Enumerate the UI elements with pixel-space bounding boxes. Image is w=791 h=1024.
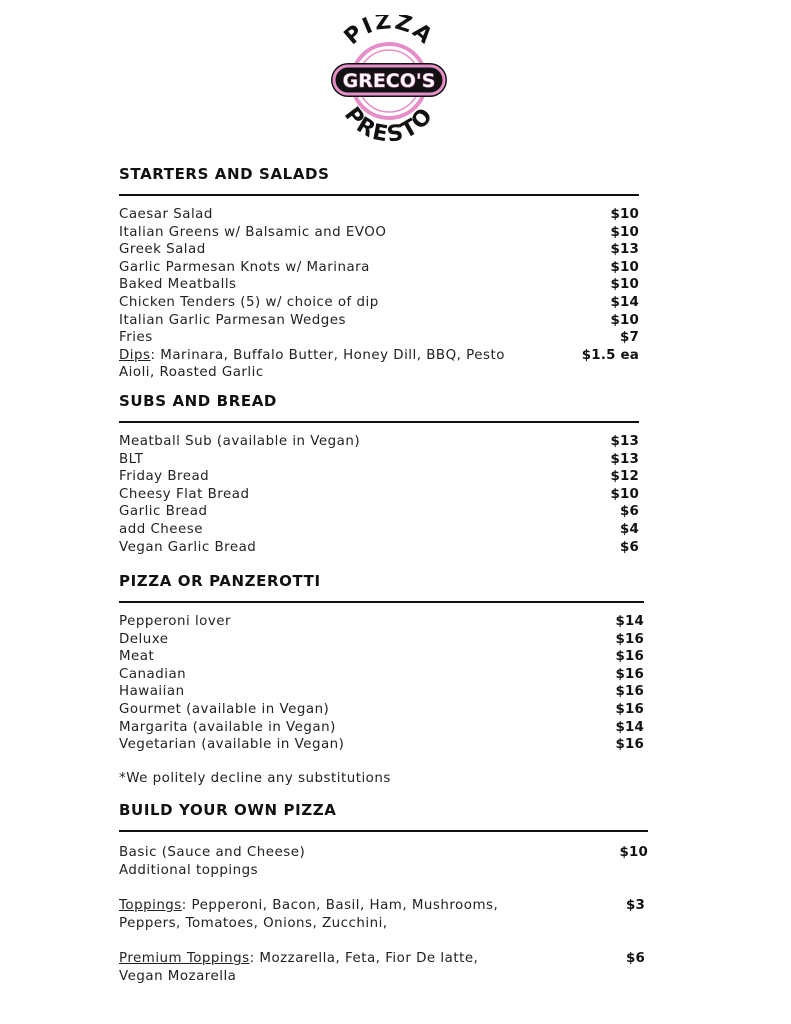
item-price: $16 (615, 666, 644, 682)
section-divider (119, 830, 648, 832)
item-name: Hawaiian (119, 684, 185, 700)
substitution-note: *We politely decline any substitutions (119, 770, 391, 786)
item-name: Meat (119, 649, 155, 665)
menu-item (119, 486, 639, 504)
dips-list-line1: : Marinara, Buffalo Butter, Honey Dill, BBQ, Pesto (150, 347, 505, 363)
section-title: PIZZA OR PANZEROTTI (119, 572, 321, 590)
logo-center-text: GRECO'S (342, 70, 436, 92)
item-price: $14 (610, 294, 639, 310)
menu-item (119, 433, 639, 451)
menu-item (119, 468, 639, 486)
basic-line1: Basic (Sauce and Cheese) (119, 845, 306, 860)
item-price: $10 (610, 224, 639, 240)
item-name: Chicken Tenders (5) w/ choice of dip (119, 294, 379, 310)
item-name: Vegetarian (available in Vegan) (119, 737, 345, 753)
toppings-item (119, 897, 648, 932)
section-title: BUILD YOUR OWN PIZZA (119, 801, 337, 819)
item-price: $16 (615, 631, 644, 647)
menu-item (119, 224, 639, 242)
dips-label: Dips (119, 347, 151, 363)
item-price: $14 (615, 719, 644, 735)
item-price: $16 (615, 684, 644, 700)
build-list (119, 844, 648, 986)
section-divider (119, 194, 639, 196)
build-section (119, 801, 648, 986)
item-price: $16 (615, 701, 644, 717)
item-name: Canadian (119, 666, 187, 682)
item-price: $16 (615, 737, 644, 753)
item-price: $13 (610, 242, 639, 258)
item-price: $14 (615, 614, 644, 629)
menu-item (119, 666, 644, 684)
item-name: Deluxe (119, 631, 169, 647)
item-price: $13 (610, 451, 639, 467)
toppings-line1: : Pepperoni, Bacon, Basil, Ham, Mushrooms, (181, 898, 499, 914)
item-name: add Cheese (119, 521, 203, 537)
item-price: $4 (619, 521, 639, 537)
item-price: $10 (610, 486, 639, 502)
item-name: Garlic Parmesan Knots w/ Marinara (119, 259, 370, 275)
item-name: Caesar Salad (119, 207, 213, 222)
toppings-line2: Peppers, Tomatoes, Onions, Zucchini, (119, 915, 388, 931)
menu-item (119, 503, 639, 521)
item-name: Friday Bread (119, 469, 210, 485)
item-price: $16 (615, 649, 644, 665)
item-name: Greek Salad (119, 242, 206, 258)
subs-section (119, 392, 639, 556)
starters-list (119, 206, 639, 382)
menu-item (119, 648, 644, 666)
premium-item (119, 950, 648, 985)
premium-label: Premium Toppings (119, 951, 250, 967)
dips-item (119, 347, 639, 382)
logo-graphic (326, 15, 452, 145)
item-name: Garlic Bread (119, 504, 208, 520)
basic-line2: Additional toppings (119, 862, 259, 878)
menu-item (119, 719, 644, 737)
item-name: Meatball Sub (available in Vegan) (119, 434, 361, 449)
menu-item (119, 329, 639, 347)
premium-price: $6 (625, 951, 645, 967)
logo (326, 15, 452, 145)
premium-description (119, 950, 478, 985)
basic-price: $10 (619, 845, 648, 860)
subs-list (119, 433, 639, 556)
premium-line1: : Mozzarella, Feta, Fior De latte, (249, 951, 479, 967)
menu-item (119, 521, 639, 539)
menu-item (119, 312, 639, 330)
item-price: $6 (619, 504, 639, 520)
item-name: Vegan Garlic Bread (119, 539, 257, 555)
premium-line2: Vegan Mozarella (119, 968, 237, 984)
dips-list-line2: Aioli, Roasted Garlic (119, 365, 264, 381)
toppings-label: Toppings (119, 898, 182, 914)
starters-section (119, 165, 639, 382)
item-name: Fries (119, 330, 153, 346)
item-name: Italian Garlic Parmesan Wedges (119, 312, 347, 328)
logo-top-text: PIZZA (339, 15, 439, 51)
menu-item (119, 683, 644, 701)
item-name: BLT (119, 451, 144, 467)
item-price: $12 (610, 469, 639, 485)
item-name: Gourmet (available in Vegan) (119, 701, 330, 717)
item-price: $6 (619, 539, 639, 555)
item-price: $7 (619, 330, 639, 346)
item-name: Pepperoni lover (119, 614, 232, 629)
menu-item (119, 259, 639, 277)
menu-item (119, 631, 644, 649)
basic-item (119, 844, 648, 879)
menu-item (119, 276, 639, 294)
item-price: $10 (610, 277, 639, 293)
item-name: Italian Greens w/ Balsamic and EVOO (119, 224, 387, 240)
item-name: Baked Meatballs (119, 277, 237, 293)
basic-description (119, 844, 305, 879)
item-price: $10 (610, 207, 639, 222)
section-title: STARTERS AND SALADS (119, 165, 330, 183)
menu-item (119, 736, 644, 754)
menu-item (119, 539, 639, 557)
menu-item (119, 206, 639, 224)
pizza-list (119, 613, 644, 754)
section-divider (119, 421, 639, 423)
pizza-section (119, 572, 644, 786)
menu-item (119, 613, 644, 631)
menu-item (119, 451, 639, 469)
toppings-description (119, 897, 498, 932)
dips-price: $1.5 ea (581, 347, 639, 363)
menu-item (119, 701, 644, 719)
menu-item (119, 294, 639, 312)
item-name: Margarita (available in Vegan) (119, 719, 336, 735)
toppings-price: $3 (625, 898, 645, 914)
item-price: $10 (610, 312, 639, 328)
item-name: Cheesy Flat Bread (119, 486, 250, 502)
menu-item (119, 241, 639, 259)
item-price: $13 (610, 434, 639, 449)
section-divider (119, 601, 644, 603)
logo-bottom-text: PRESTO (339, 102, 440, 145)
item-price: $10 (610, 259, 639, 275)
dips-description (119, 347, 505, 382)
section-title: SUBS AND BREAD (119, 392, 277, 410)
